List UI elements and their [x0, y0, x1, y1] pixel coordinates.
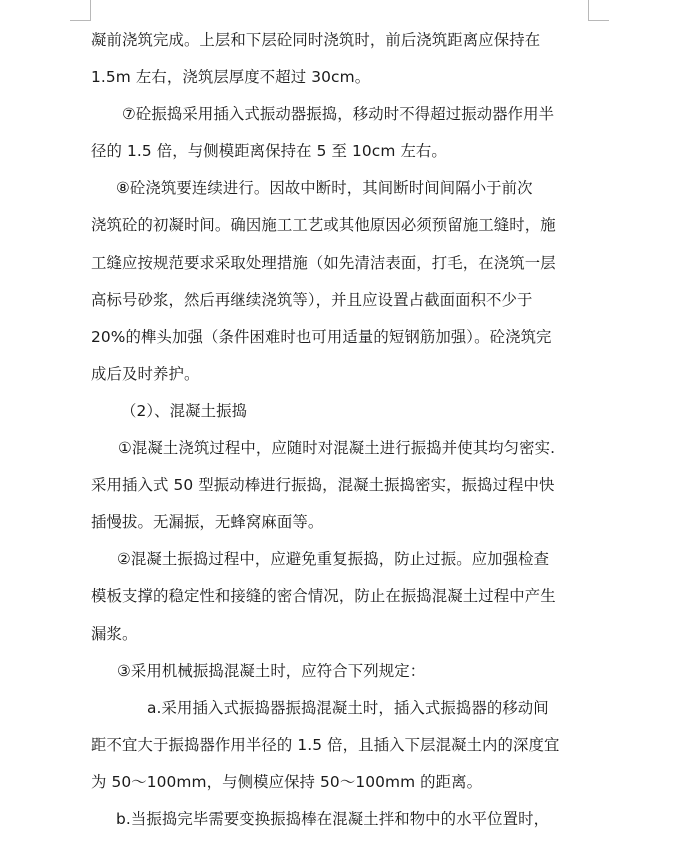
text-line: a.采用插入式振捣器振捣混凝土时，插入式振捣器的移动间 [147, 698, 549, 717]
text-line: 插慢拔。无漏振，无蜂窝麻面等。 [91, 513, 324, 532]
text-line: 高标号砂浆，然后再继续浇筑等），并且应设置占截面面积不少于 [91, 290, 533, 309]
text-line: 漏浆。 [91, 624, 138, 643]
text-line: 为 50～100mm，与侧模应保持 50～100mm 的距离。 [91, 772, 483, 791]
text-line: ①混凝土浇筑过程中，应随时对混凝土进行振捣并使其均匀密实. [118, 439, 556, 458]
text-line: 径的 1.5 倍，与侧模距离保持在 5 至 10cm 左右。 [91, 142, 447, 161]
text-line: 凝前浇筑完成。上层和下层砼同时浇筑时，前后浇筑距离应保持在 [91, 31, 541, 49]
text-line: 1.5m 左右，浇筑层厚度不超过 30cm。 [91, 68, 371, 87]
text-line: 距不宜大于振捣器作用半径的 1.5 倍，且插入下层混凝土内的深度宜 [91, 735, 560, 754]
text-line: 工缝应按规范要求采取处理措施（如先清洁表面，打毛，在浇筑一层 [91, 253, 556, 272]
text-line: b.当振捣完毕需要变换振捣棒在混凝土拌和物中的水平位置时， [116, 809, 550, 828]
text-line: 成后及时养护。 [91, 364, 200, 383]
text-line: 采用插入式 50 型振动棒进行振捣，混凝土振捣密实，振捣过程中快 [91, 476, 555, 495]
text-line: ⑦砼振捣采用插入式振动器振捣，移动时不得超过振动器作用半 [122, 105, 555, 124]
text-line: 模板支撑的稳定性和接缝的密合情况，防止在振捣混凝土过程中产生 [91, 587, 556, 606]
text-line: 浇筑砼的初凝时间。确因施工工艺或其他原因必须预留施工缝时，施 [91, 216, 556, 235]
text-line: ③采用机械振捣混凝土时，应符合下列规定： [117, 661, 426, 680]
document-body[interactable] [91, 26, 591, 842]
section-heading: （2）、混凝土振捣 [121, 401, 248, 420]
page-corner-mark-left [70, 0, 91, 21]
text-line: ②混凝土振捣过程中，应避免重复振捣，防止过振。应加强检查 [117, 550, 550, 569]
text-line: ⑧砼浇筑要连续进行。因故中断时，其间断时间间隔小于前次 [116, 179, 533, 198]
text-line: 20%的榫头加强（条件困难时也可用适量的短钢筋加强）。砼浇筑完 [91, 327, 552, 346]
page-corner-mark-right [588, 0, 609, 21]
